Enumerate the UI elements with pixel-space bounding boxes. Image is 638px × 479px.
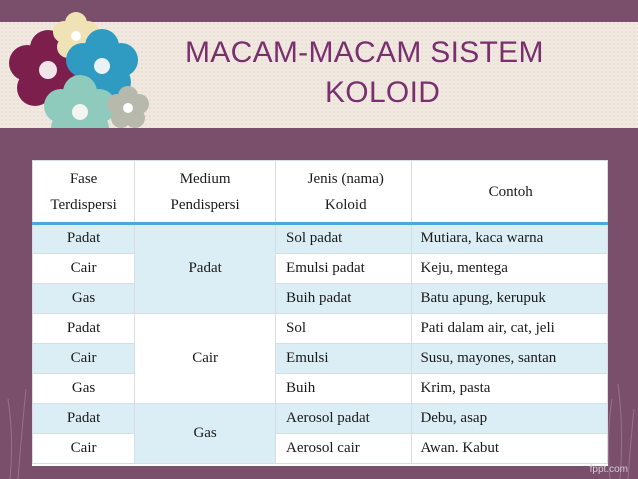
table-row — [33, 254, 608, 284]
cell-jenis: Aerosol cair — [276, 434, 412, 464]
cell-fase: Padat — [33, 224, 135, 254]
cell-jenis: Sol — [276, 314, 412, 344]
footer-watermark: fppt.com — [589, 464, 628, 475]
header-text: Jenis (nama) — [307, 171, 384, 187]
table-row — [33, 374, 608, 404]
header-text: Fase — [69, 171, 98, 187]
cell-fase: Cair — [33, 254, 135, 284]
cell-jenis: Emulsi padat — [276, 254, 412, 284]
table-row — [33, 404, 608, 434]
cell-medium: Gas — [135, 404, 276, 464]
table-row — [33, 344, 608, 374]
cell-contoh: Krim, pasta — [412, 374, 608, 404]
cell-jenis: Buih padat — [276, 284, 412, 314]
header-text: Pendispersi — [170, 197, 240, 213]
cell-fase: Padat — [33, 404, 135, 434]
cell-medium: Cair — [135, 314, 276, 404]
title-line-1: MACAM-MACAM SISTEM — [185, 36, 544, 69]
header-text: Koloid — [324, 197, 367, 213]
cell-contoh: Susu, mayones, santan — [412, 344, 608, 374]
cell-contoh: Keju, mentega — [412, 254, 608, 284]
cell-medium: Padat — [135, 224, 276, 314]
cell-jenis: Aerosol padat — [276, 404, 412, 434]
slide-title — [185, 33, 585, 113]
table-row — [33, 284, 608, 314]
table-row — [33, 224, 608, 254]
cell-contoh: Batu apung, kerupuk — [412, 284, 608, 314]
cell-fase: Gas — [33, 284, 135, 314]
cell-contoh: Debu, asap — [412, 404, 608, 434]
header-jenis-koloid — [276, 161, 412, 224]
cell-contoh: Awan. Kabut — [412, 434, 608, 464]
cell-jenis: Sol padat — [276, 224, 412, 254]
cell-fase: Padat — [33, 314, 135, 344]
table-row — [33, 314, 608, 344]
header-text: Contoh — [488, 184, 533, 200]
cell-fase: Cair — [33, 434, 135, 464]
colloid-table — [32, 160, 608, 466]
header-text: Terdispersi — [50, 197, 117, 213]
header-medium-pendispersi — [135, 161, 276, 224]
cell-jenis: Emulsi — [276, 344, 412, 374]
header-contoh — [412, 161, 608, 224]
cell-contoh: Pati dalam air, cat, jeli — [412, 314, 608, 344]
cell-contoh: Mutiara, kaca warna — [412, 224, 608, 254]
table-row — [33, 434, 608, 464]
header-rule — [32, 222, 608, 225]
cell-fase: Cair — [33, 344, 135, 374]
title-line-2: KOLOID — [325, 76, 441, 109]
table-header-row — [33, 161, 608, 224]
cell-fase: Gas — [33, 374, 135, 404]
cell-jenis: Buih — [276, 374, 412, 404]
header-text: Medium — [179, 171, 231, 187]
header-fase-terdispersi — [33, 161, 135, 224]
